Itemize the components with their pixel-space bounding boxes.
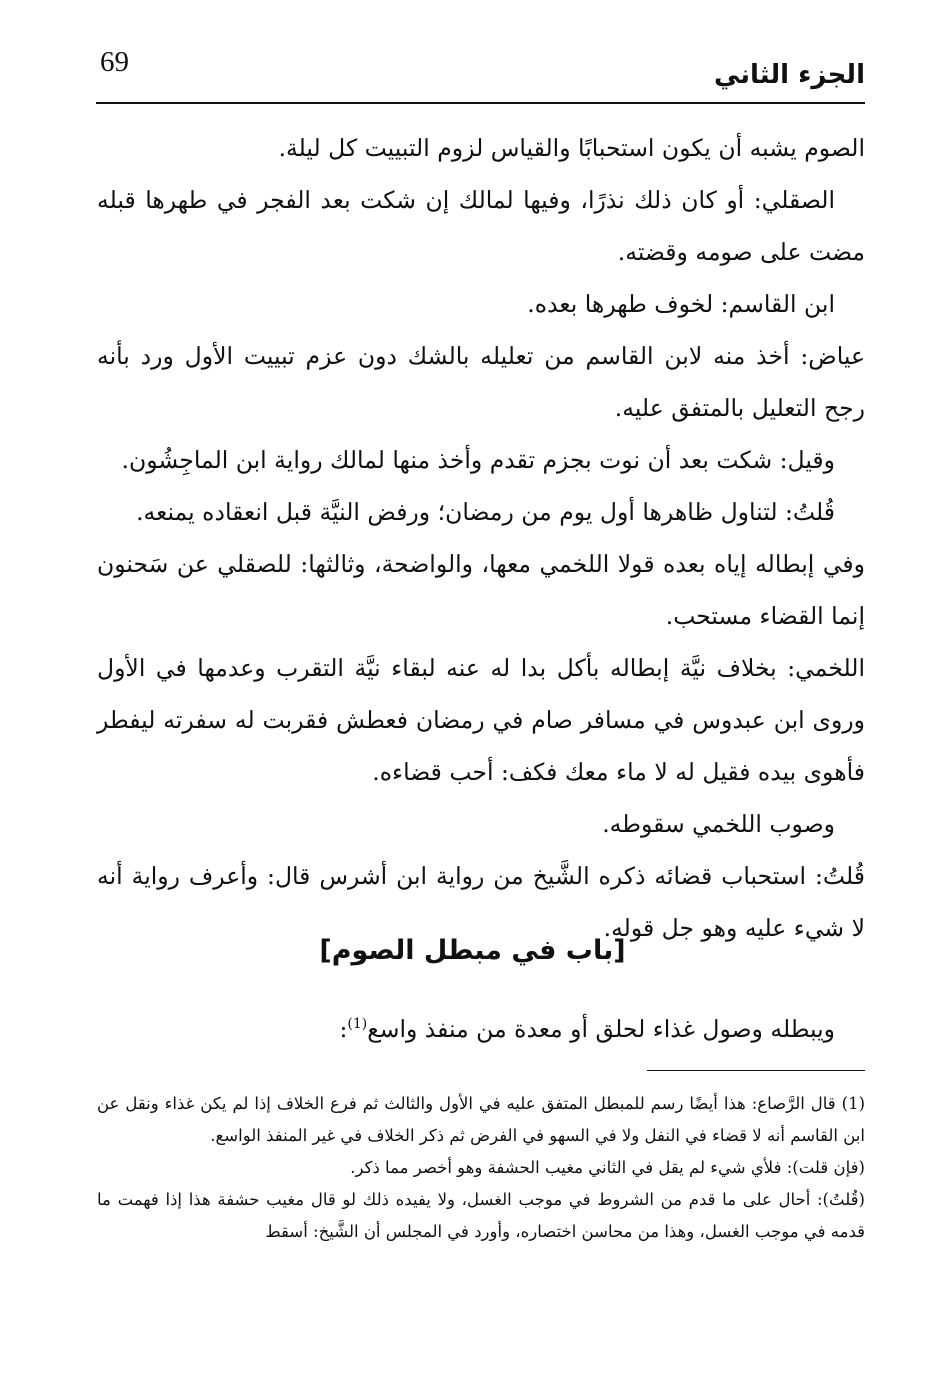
paragraph: وصوب اللخمي سقوطه.: [602, 810, 835, 838]
footnotes: [97, 1088, 865, 1248]
section-first-line-end: :: [339, 1014, 348, 1043]
paragraph: الصوم يشبه أن يكون استحبابًا والقياس لزوم التبييت كل ليلة.: [278, 134, 865, 162]
footnote-item: (قُلتُ): أحال على ما قدم من الشروط في موجب الغسل، ولا يفيده ذلك لو قال مغيب حشفة هذا إذا فهمت ما قدمه في موجب الغسل، وهذا من محاسن اختصاره، وأورد في المجلس أن الشَّيخ: أسقط: [97, 1190, 865, 1241]
paragraph: ابن القاسم: لخوف طهرها بعده.: [527, 290, 835, 318]
paragraph: الصقلي: أو كان ذلك نذرًا، وفيها لمالك إن شكت بعد الفجر في طهرها قبله مضت على صومه وقضته.: [97, 186, 865, 266]
section-first-line: [95, 998, 835, 1055]
paragraph: عياض: أخذ منه لابن القاسم من تعليله بالشك دون عزم تبييت الأول ورد بأنه رجح التعليل بالمتفق عليه.: [97, 342, 865, 422]
section-first-line-text: ويبطله وصول غذاء لحلق أو معدة من منفذ واسع: [367, 1014, 835, 1043]
footnote-separator: [647, 1070, 865, 1071]
section-heading: [باب في مبطل الصوم]: [319, 935, 626, 966]
footnote-item: (فإن قلت): فلأي شيء لم يقل في الثاني مغيب الحشفة وهو أخصر مما ذكر.: [350, 1158, 865, 1177]
paragraph: وفي إبطاله إياه بعده قولا اللخمي معها، والواضحة، وثالثها: للصقلي عن سَحنون إنما القضاء مستحب.: [97, 550, 865, 630]
paragraph: اللخمي: بخلاف نيَّة إبطاله بأكل بدا له عنه لبقاء نيَّة التقرب وعدمها في الأول وروى ابن عبدوس في مسافر صام في رمضان فعطش فقربت له سفرته ليفطر فأهوى بيده فقيل له لا ماء معك فكف: أحب قضاءه.: [97, 654, 865, 786]
footnote-item: (1) قال الرَّصاع: هذا أيضًا رسم للمبطل المتفق عليه في الأول والثالث ثم فرع الخلاف إذا لم يكن غذاء ونقل عن ابن القاسم أنه لا قضاء في النفل ولا في السهو في الفرض ثم ذكر الخلاف في غير المنفذ الواسع.: [97, 1094, 865, 1145]
footnote-reference[interactable]: (1): [347, 1016, 368, 1032]
page-number: 69: [100, 46, 129, 78]
page-header: [96, 40, 865, 104]
paragraph: وقيل: شكت بعد أن نوت بجزم تقدم وأخذ منها لمالك رواية ابن الماجِشُون.: [121, 446, 835, 474]
paragraph: قُلتُ: لتناول ظاهرها أول يوم من رمضان؛ ورفض النيَّة قبل انعقاده يمنعه.: [136, 498, 835, 526]
running-title: الجزء الثاني: [713, 60, 865, 90]
paragraph: قُلتُ: استحباب قضائه ذكره الشَّيخ من رواية ابن أشرس قال: وأعرف رواية أنه لا شيء عليه وهو جل قوله.: [97, 862, 865, 942]
main-text: [97, 122, 865, 954]
